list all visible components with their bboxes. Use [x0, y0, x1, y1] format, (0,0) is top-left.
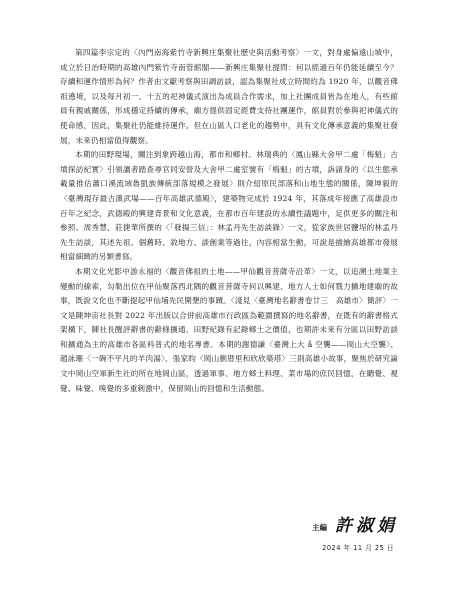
signature-date: 2024 年 11 月 25 日 [322, 544, 394, 552]
paragraph-1: 第四篇李宗定的〈內門南海紫竹寺新興庄集聚社歷史與活動考察〉一文，對身處偏遠山城中，成立於日治時期的高雄內門紫竹寺南管館閣——新興庄集聚社提問：何以經過百年仍能延續至今？存續和運作情形為何？作者由文獻考察與田調訪談，認為集聚社成立時間約為 1920 年，以觀音佛祖遶境，以及每月初一、十五的祀神儀式演出為成員合作需求，加上社團成員皆為在地人，有些館員有親戚關係，形成穩定持續的傳承，廟方提供固定經費支持社團運作，館員對於參與祀神儀式的使命感，因此，集聚社仍能維持運作。但在山區人口老化的趨勢中，具有文化傳承意義的集聚社發展，未來仍相當值得觀察。 [60, 48, 398, 145]
signature-block [312, 516, 398, 536]
paragraph-2: 本期的田野現場，關注到象跨越山海，都市和鄉村。林瑞典的〈鳳山縣大舍甲二處「梅魁」古墳探訪紀實〉引領讀者踏查尋官同安營及大舍甲二處室號有「梅魁」的古墳，訴諸身的〈以生態承載量推估蕭口溪流域魯凱族傳統部落規模之發展〉則介紹原民部落和山地生態的關係，陳坤毅的〈臺灣現存最古漢武場——百年高雄武德殿〉，建築物完成於 1924 年，其落成年接應了高雄設市百年之紀念，武德殿的興建背景和文化意義，在都市百年建設的永續性議題中，足供更多的關注和參照。周秀慧、莊捷華所撰的〈「發揚三信」：林孟丹先生訪談錄〉一文，從家族世居鹽埕的林孟丹先生訪談，其述先祖、個舊時、敘地方、談創業等過往，內容相當生動，可說是描繪高雄都市發展相當細緻的另類書寫。 [60, 150, 398, 262]
signature-role: 主編 [312, 523, 327, 532]
body-text [60, 46, 398, 396]
signature-name: 許淑娟 [335, 516, 398, 536]
paragraph-3: 本期文化光影中游永福的〈觀音佛祖的土地——甲仙觀音菩薩寺沿革〉一文，以追溯土地業主變動的線索，勾勒出位在甲仙聚落西北隅的觀音菩薩寺何以興建、地方人士如何戮力擴地建廟的故事，既說文化也不斷提起甲仙埔先民開墾的事蹟。〈淺見〈臺灣地名辭書卷廿三 高雄市〉簡評〉一文是陳坤宙社長對 2022 年出版以合併前高雄市行政區為範圍撰寫的地名辭書，在既有的辭書格式架構下，陳社長醒評辭書的辭條擴通、田野紀錄有記錄鄉土之價值，也期許未來有分區以田野訪談和擴通為主的高雄市各區科普式的地名專書。本期的謝德謙〈臺灣上大 å 空襲——岡山大空襲〉、趙詠珊〈一碗不平凡的羊肉湯〉、張家昀〈岡山劉厝里和欣欣築塔〉三則高雄小故事，聚焦於研究論文中岡山空軍新生社的所在地岡山區，透過軍事、地方鄉土料理、菜市場的庶民回憶，在聽覺、視覺、味覺、嗅覺的多重刺激中，保留岡山的回憶和生活動態。 [60, 266, 398, 393]
